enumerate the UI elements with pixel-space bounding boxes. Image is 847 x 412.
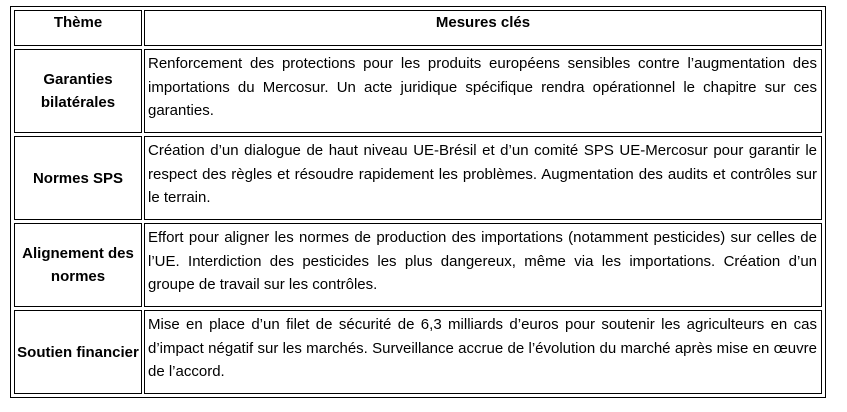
header-mesures: Mesures clés	[144, 10, 822, 46]
row-3-mesures: Effort pour aligner les normes de production des importations (notamment pesticides) sur celles de l’UE. Interdiction des pesticides les plus dangereux, même via les importations. Création d’un groupe de travail sur les contrôles.	[144, 223, 822, 307]
row-3-theme: Alignement des normes	[14, 223, 142, 307]
row-1-mesures: Renforcement des protections pour les produits européens sensibles contre l’augmentation des importations du Mercosur. Un acte juridique spécifique rendra opérationnel le chapitre sur ces garanties.	[144, 49, 822, 133]
header-theme: Thème	[14, 10, 142, 46]
row-2-mesures: Création d’un dialogue de haut niveau UE-Brésil et d’un comité SPS UE-Mercosur pour garantir le respect des règles et résoudre rapidement les problèmes. Augmentation des audits et contrôles sur le terrain.	[144, 136, 822, 220]
row-2-theme: Normes SPS	[14, 136, 142, 220]
measures-table	[10, 6, 826, 398]
row-4-mesures: Mise en place d’un filet de sécurité de 6,3 milliards d’euros pour soutenir les agriculteurs en cas d’impact négatif sur les marchés. Surveillance accrue de l’évolution du marché après mise en œuvre de l’accord.	[144, 310, 822, 394]
row-4-theme: Soutien financier	[14, 310, 142, 394]
row-1-theme: Garanties bilatérales	[14, 49, 142, 133]
